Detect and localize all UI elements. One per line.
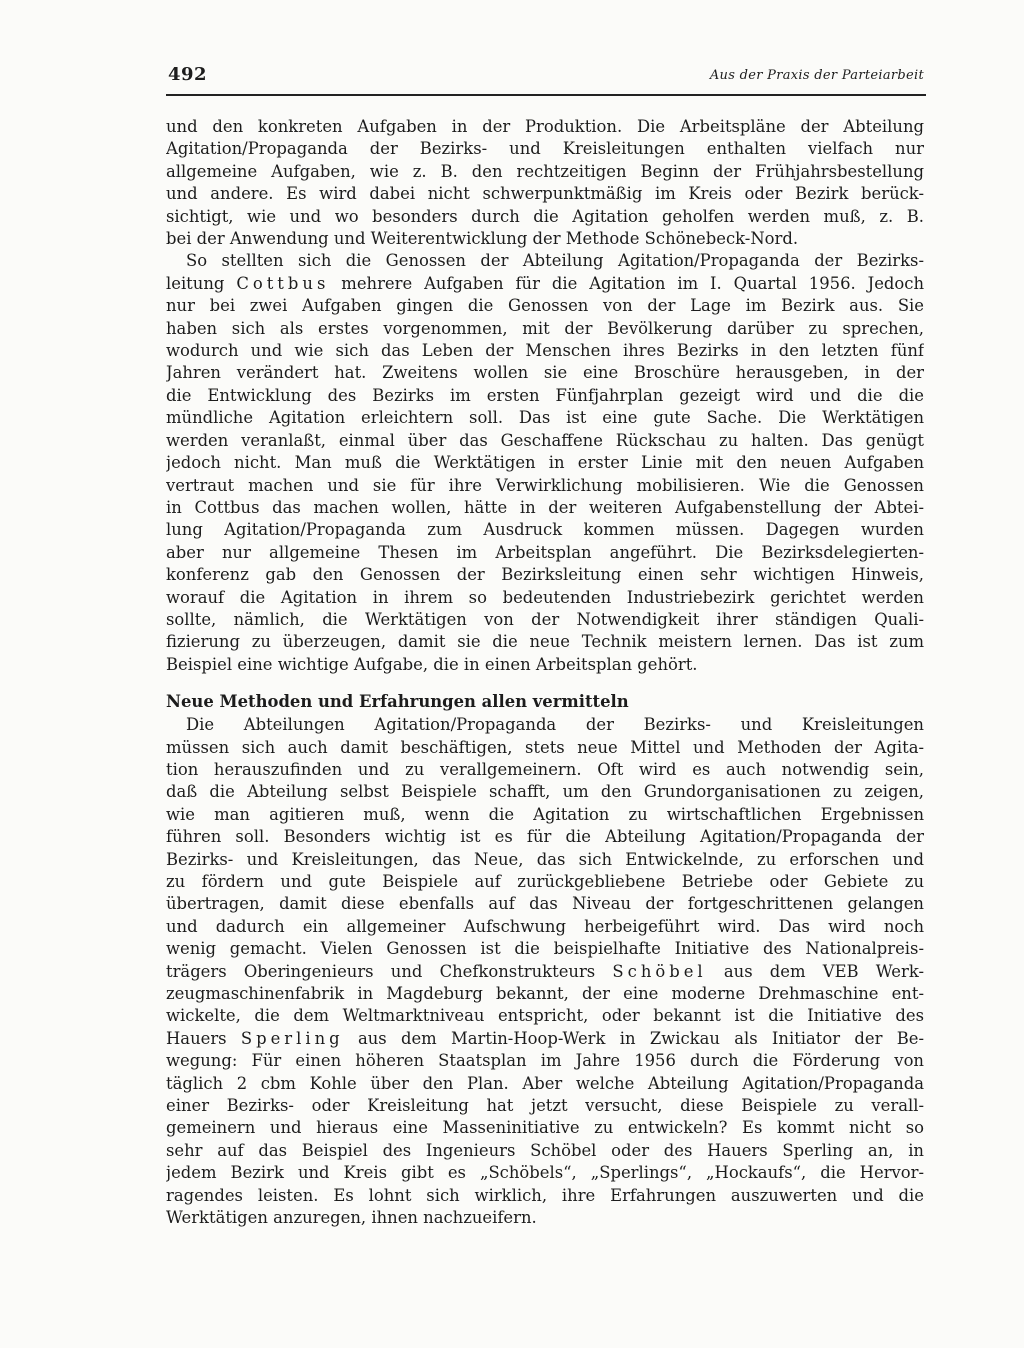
- spaced-name: Schöbel: [612, 961, 707, 981]
- text-line: Beispiel eine wichtige Aufgabe, die in einen Arbeitsplan gehört.: [166, 654, 698, 674]
- text-line: zu fördern und gute Beispiele auf zurückgebliebene Betriebe oder Gebiete zu: [166, 872, 924, 891]
- text-line: und andere. Es wird dabei nicht schwerpunktmäßig im Kreis oder Bezirk berück-: [166, 184, 924, 204]
- text-line: übertragen, damit diese ebenfalls auf das Niveau der fortgeschrittenen gelangen: [166, 894, 924, 914]
- text-line: zeugmaschinenfabrik in Magdeburg bekannt, der eine moderne Drehmaschine ent-: [166, 984, 924, 1004]
- paragraph-2: [166, 250, 924, 676]
- text-line: täglich 2 cbm Kohle über den Plan. Aber welche Abteilung Agitation/Propaganda: [166, 1073, 924, 1093]
- text-line: werden veranlaßt, einmal über das Geschaffene Rückschau zu halten. Das genügt: [166, 430, 924, 450]
- text-line: konferenz gab den Genossen der Bezirksleitung einen sehr wichtigen Hinweis,: [166, 565, 924, 585]
- text-line: Werktätigen anzuregen, ihnen nachzueifern.: [166, 1208, 537, 1228]
- text-line: trägers Oberingenieurs und Chefkonstrukteurs Schöbel aus dem VEB Werk-: [166, 961, 924, 981]
- text-line: allgemeine Aufgaben, wie z. B. den rechtzeitigen Beginn der Frühjahrsbestellung: [166, 161, 924, 181]
- paragraph-1: [166, 116, 924, 250]
- text-line: wodurch und wie sich das Leben der Menschen ihres Bezirks in den letzten fünf: [166, 341, 924, 361]
- text-line: einer Bezirks- oder Kreisleitung hat jetzt versucht, diese Beispiele zu verall-: [166, 1096, 924, 1116]
- text-line: nur bei zwei Aufgaben gingen die Genossen von der Lage im Bezirk aus. Sie: [166, 296, 924, 316]
- text-line: haben sich als erstes vorgenommen, mit der Bevölkerung darüber zu sprechen,: [166, 318, 924, 338]
- text-line: ragendes leisten. Es lohnt sich wirklich, ihre Erfahrungen auszuwerten und die: [166, 1185, 924, 1205]
- text-line: mündliche Agitation erleichtern soll. Das ist eine gute Sache. Die Werktätigen: [166, 408, 924, 428]
- page-number: 492: [168, 64, 208, 85]
- text-line: Hauers Sperling aus dem Martin-Hoop-Werk in Zwickau als Initiator der Be-: [166, 1028, 924, 1048]
- body-text: [166, 116, 924, 1230]
- running-head: Aus der Praxis der Parteiarbeit: [709, 68, 924, 83]
- text-line: daß die Abteilung selbst Beispiele schafft, um den Grundorganisationen zu zeigen,: [166, 782, 924, 802]
- text-line: gemeinern und hieraus eine Masseninitiative zu entwickeln? Es kommt nicht so: [166, 1118, 924, 1138]
- text-line: Die Abteilungen Agitation/Propaganda der Bezirks- und Kreisleitungen: [186, 715, 924, 735]
- text-line: aber nur allgemeine Thesen im Arbeitsplan angeführt. Die Bezirksdelegierten-: [166, 542, 924, 562]
- text-line: fizierung zu überzeugen, damit sie die neue Technik meistern lernen. Das ist zum: [166, 632, 924, 652]
- text-line: Agitation/Propaganda der Bezirks- und Kreisleitungen enthalten vielfach nur: [166, 139, 924, 159]
- text-line: Bezirks- und Kreisleitungen, das Neue, das sich Entwickelnde, zu erforschen und: [166, 849, 924, 869]
- text-line: vertraut machen und sie für ihre Verwirklichung mobilisieren. Wie die Genossen: [166, 475, 924, 495]
- spaced-name: Sperling: [240, 1028, 344, 1048]
- text-line: sehr auf das Beispiel des Ingenieurs Schöbel oder des Hauers Sperling an, in: [166, 1140, 924, 1160]
- text-line: So stellten sich die Genossen der Abteilung Agitation/Propaganda der Bezirks-: [186, 251, 924, 271]
- text-line: wegung: Für einen höheren Staatsplan im Jahre 1956 durch die Förderung von: [166, 1051, 924, 1071]
- text-line: führen soll. Besonders wichtig ist es für die Abteilung Agitation/Propaganda der: [166, 827, 924, 847]
- section-heading: Neue Methoden und Erfahrungen allen vermitteln: [166, 692, 629, 712]
- text-line: tion herauszufinden und zu verallgemeinern. Oft wird es auch notwendig sein,: [166, 759, 924, 779]
- text-line: Jahren verändert hat. Zweitens wollen sie eine Broschüre herausgeben, in der: [166, 363, 924, 383]
- text-line: und den konkreten Aufgaben in der Produktion. Die Arbeitspläne der Abteilung: [166, 117, 924, 136]
- text-line: sichtigt, wie und wo besonders durch die Agitation geholfen werden muß, z. B.: [166, 206, 924, 226]
- text-line: lung Agitation/Propaganda zum Ausdruck kommen müssen. Dagegen wurden: [166, 520, 924, 540]
- text-line: wickelte, die dem Weltmarktniveau entspricht, oder bekannt ist die Initiative des: [166, 1006, 924, 1026]
- text-line: jedem Bezirk und Kreis gibt es „Schöbels“, „Sperlings“, „Hockaufs“, die Hervor-: [166, 1163, 924, 1183]
- text-line: worauf die Agitation in ihrem so bedeutenden Industriebezirk gerichtet werden: [166, 587, 924, 607]
- text-line: und dadurch ein allgemeiner Aufschwung herbeigeführt wird. Das wird noch: [166, 916, 924, 936]
- text-line: die Entwicklung des Bezirks im ersten Fünfjahrplan gezeigt wird und die die: [166, 385, 924, 405]
- text-line: sollte, nämlich, die Werktätigen von der Notwendigkeit ihrer ständigen Quali-: [166, 609, 924, 629]
- text-line: wenig gemacht. Vielen Genossen ist die beispielhafte Initiative des Nationalpreis-: [166, 939, 924, 959]
- text-line: bei der Anwendung und Weiterentwicklung der Methode Schönebeck-Nord.: [166, 229, 799, 249]
- spaced-name: Cottbus: [236, 273, 330, 293]
- text-line: jedoch nicht. Man muß die Werktätigen in erster Linie mit den neuen Aufgaben: [166, 453, 924, 473]
- text-line: wie man agitieren muß, wenn die Agitation zu wirtschaftlichen Ergebnissen: [166, 804, 924, 824]
- text-line: in Cottbus das machen wollen, hätte in der weiteren Aufgabenstellung der Abtei-: [166, 497, 924, 517]
- text-line: müssen sich auch damit beschäftigen, stets neue Mittel und Methoden der Agita-: [166, 737, 924, 757]
- text-line: leitung Cottbus mehrere Aufgaben für die Agitation im I. Quartal 1956. Jedoch: [166, 273, 924, 293]
- paragraph-3: [166, 714, 924, 1229]
- page-header: [166, 60, 926, 96]
